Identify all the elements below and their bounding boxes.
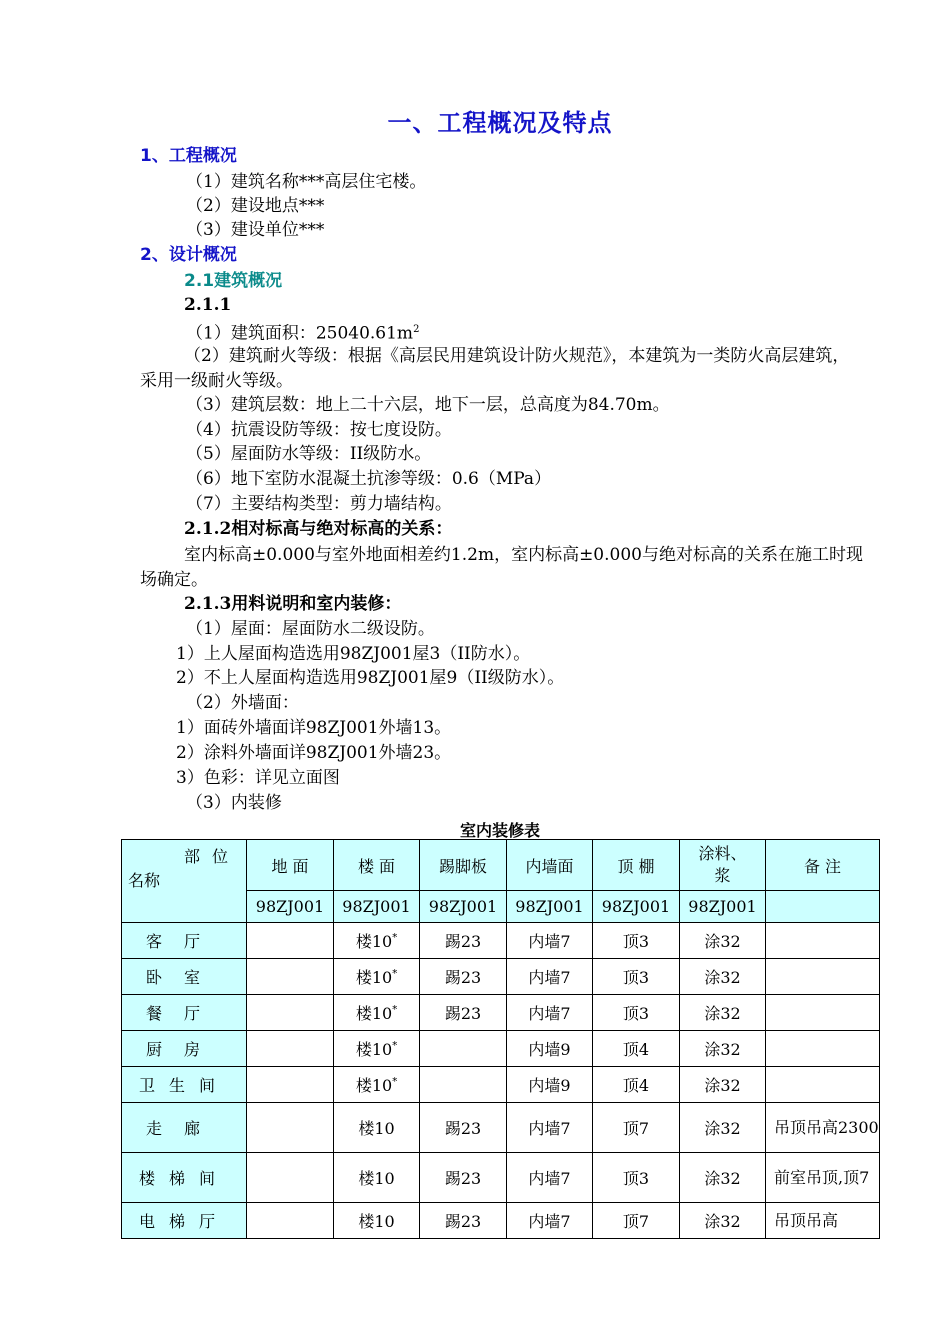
material-item: （3）内装修 xyxy=(186,793,282,813)
material-item: 3）色彩：详见立面图 xyxy=(176,768,340,788)
room-name: 楼梯间 xyxy=(138,1169,229,1188)
floor-value: 楼10 xyxy=(355,1004,393,1023)
header-ground: 地 面 xyxy=(247,840,334,891)
table-body xyxy=(122,923,880,1239)
floor-cell xyxy=(334,995,420,1031)
paint-cell: 涂32 xyxy=(680,1153,766,1203)
skirting-cell: 踢23 xyxy=(420,1103,507,1153)
wall-cell: 内墙9 xyxy=(507,1031,593,1067)
skirting-cell: 踢23 xyxy=(420,995,507,1031)
wall-cell: 内墙7 xyxy=(507,1203,593,1239)
material-item: 1）上人屋面构造选用98ZJ001屋3（II防水）。 xyxy=(176,644,531,664)
wall-cell: 内墙7 xyxy=(507,1103,593,1153)
floor-cell xyxy=(334,1067,420,1103)
skirting-cell: 踢23 xyxy=(420,923,507,959)
note-cell: 前室吊顶,顶7 xyxy=(766,1153,880,1203)
header-ceiling: 顶 棚 xyxy=(593,840,680,891)
room-name: 厨房 xyxy=(145,1040,222,1059)
room-name: 卧室 xyxy=(145,968,222,987)
note-cell xyxy=(766,1067,880,1103)
room-name-cell xyxy=(122,1031,247,1067)
ceiling-cell: 顶3 xyxy=(593,923,680,959)
overview-item: （2）建设地点*** xyxy=(186,196,325,216)
asterisk-mark: * xyxy=(392,1040,398,1052)
wall-cell: 内墙9 xyxy=(507,1067,593,1103)
interior-finish-table xyxy=(121,839,880,1239)
header-note: 备 注 xyxy=(766,840,880,891)
floor-cell xyxy=(334,959,420,995)
table-row xyxy=(122,995,880,1031)
paint-cell: 涂32 xyxy=(680,1203,766,1239)
note-cell xyxy=(766,959,880,995)
ceiling-cell: 顶7 xyxy=(593,1103,680,1153)
floor-value: 楼10 xyxy=(355,1040,393,1059)
note-cell xyxy=(766,995,880,1031)
room-name: 卫生间 xyxy=(138,1076,229,1095)
subsection-2-1-3: 2.1.3用料说明和室内装修： xyxy=(184,594,402,614)
room-name-cell xyxy=(122,995,247,1031)
ground-cell xyxy=(247,1031,334,1067)
paint-cell: 涂32 xyxy=(680,995,766,1031)
asterisk-mark: * xyxy=(392,1004,398,1016)
floor-value: 楼10 xyxy=(358,1169,395,1188)
paint-cell: 涂32 xyxy=(680,1103,766,1153)
floor-cell xyxy=(334,1203,420,1239)
code-cell: 98ZJ001 xyxy=(334,891,420,923)
material-item: （1）屋面：屋面防水二级设防。 xyxy=(186,619,435,639)
material-item: 2）不上人屋面构造选用98ZJ001屋9（II级防水）。 xyxy=(176,668,565,688)
note-cell: 吊顶吊高2300 xyxy=(766,1103,880,1153)
design-item: （3）建筑层数：地上二十六层，地下一层，总高度为84.70m。 xyxy=(186,395,670,415)
header-floor: 楼 面 xyxy=(334,840,420,891)
elevation-paragraph: 室内标高±0.000与室外地面相差约1.2m，室内标高±0.000与绝对标高的关系在施工时现场确定。 xyxy=(140,545,863,590)
ground-cell xyxy=(247,959,334,995)
table-row xyxy=(122,1153,880,1203)
header-skirting: 踢脚板 xyxy=(420,840,507,891)
ground-cell xyxy=(247,1067,334,1103)
subsection-2-1-2: 2.1.2相对标高与绝对标高的关系： xyxy=(184,519,453,539)
ceiling-cell: 顶3 xyxy=(593,1153,680,1203)
ceiling-cell: 顶3 xyxy=(593,995,680,1031)
table-row xyxy=(122,959,880,995)
table-row xyxy=(122,1203,880,1239)
floor-value: 楼10 xyxy=(355,1076,393,1095)
ceiling-cell: 顶7 xyxy=(593,1203,680,1239)
subsection-heading-architecture: 2.1建筑概况 xyxy=(184,271,283,291)
table-row xyxy=(122,923,880,959)
overview-item: （3）建设单位*** xyxy=(186,220,325,240)
ground-cell xyxy=(247,1103,334,1153)
floor-value: 楼10 xyxy=(355,968,393,987)
section-heading-design: 2、设计概况 xyxy=(140,245,237,265)
section-heading-overview: 1、工程概况 xyxy=(140,146,237,166)
paint-cell: 涂32 xyxy=(680,923,766,959)
ground-cell xyxy=(247,923,334,959)
code-cell: 98ZJ001 xyxy=(247,891,334,923)
ceiling-cell: 顶4 xyxy=(593,1067,680,1103)
room-name: 客厅 xyxy=(145,932,222,951)
floor-cell xyxy=(334,923,420,959)
asterisk-mark: * xyxy=(392,1076,398,1088)
ground-cell xyxy=(247,995,334,1031)
room-name-cell xyxy=(122,923,247,959)
wall-cell: 内墙7 xyxy=(507,923,593,959)
building-area: （1）建筑面积：$25040.61m^2$ xyxy=(186,323,420,344)
room-name-cell xyxy=(122,1203,247,1239)
floor-value: 楼10 xyxy=(355,932,393,951)
design-item: （4）抗震设防等级：按七度设防。 xyxy=(186,420,452,440)
ground-cell xyxy=(247,1203,334,1239)
floor-value: 楼10 xyxy=(358,1119,395,1138)
page-title: 一、工程概况及特点 xyxy=(387,109,613,137)
code-cell: 98ZJ001 xyxy=(507,891,593,923)
table-row xyxy=(122,1067,880,1103)
design-item: （7）主要结构类型：剪力墙结构。 xyxy=(186,494,452,514)
ground-cell xyxy=(247,1153,334,1203)
note-cell: 吊顶吊高 xyxy=(766,1203,880,1239)
room-name-cell xyxy=(122,1153,247,1203)
floor-value: 楼10 xyxy=(358,1212,395,1231)
code-cell: 98ZJ001 xyxy=(420,891,507,923)
code-cell: 98ZJ001 xyxy=(593,891,680,923)
paint-cell: 涂32 xyxy=(680,1031,766,1067)
wall-cell: 内墙7 xyxy=(507,959,593,995)
material-item: 1）面砖外墙面详98ZJ001外墙13。 xyxy=(176,718,452,738)
room-name: 走廊 xyxy=(145,1119,222,1138)
skirting-cell: 踢23 xyxy=(420,1153,507,1203)
skirting-cell xyxy=(420,1067,507,1103)
subsection-2-1-1: 2.1.1 xyxy=(184,295,232,315)
room-name: 电梯厅 xyxy=(138,1212,229,1231)
header-wall: 内墙面 xyxy=(507,840,593,891)
asterisk-mark: * xyxy=(392,932,398,944)
asterisk-mark: * xyxy=(392,968,398,980)
paint-cell: 涂32 xyxy=(680,1067,766,1103)
design-item: （6）地下室防水混凝土抗渗等级：0.6（MPa） xyxy=(186,469,552,489)
material-item: （2）外墙面： xyxy=(186,693,299,713)
room-name: 餐厅 xyxy=(145,1004,222,1023)
fire-rating-paragraph: （2）建筑耐火等级：根据《高层民用建筑设计防火规范》，本建筑为一类防火高层建筑，采用一级耐火等级。 xyxy=(140,346,850,391)
table-caption: 室内装修表 xyxy=(459,821,540,840)
table-row xyxy=(122,1031,880,1067)
wall-cell: 内墙7 xyxy=(507,995,593,1031)
note-cell xyxy=(766,1031,880,1067)
material-item: 2）涂料外墙面详98ZJ001外墙23。 xyxy=(176,743,452,763)
code-cell: 98ZJ001 xyxy=(680,891,766,923)
room-name-cell xyxy=(122,959,247,995)
skirting-cell xyxy=(420,1031,507,1067)
floor-cell xyxy=(334,1153,420,1203)
room-name-cell xyxy=(122,1067,247,1103)
floor-cell xyxy=(334,1031,420,1067)
ceiling-cell: 顶4 xyxy=(593,1031,680,1067)
ceiling-cell: 顶3 xyxy=(593,959,680,995)
floor-cell xyxy=(334,1103,420,1153)
code-cell xyxy=(766,891,880,923)
table-row xyxy=(122,1103,880,1153)
skirting-cell: 踢23 xyxy=(420,1203,507,1239)
note-cell xyxy=(766,923,880,959)
skirting-cell: 踢23 xyxy=(420,959,507,995)
corner-header: 部位 名称 xyxy=(122,840,247,923)
wall-cell: 内墙7 xyxy=(507,1153,593,1203)
paint-cell: 涂32 xyxy=(680,959,766,995)
header-paint: 涂料、浆 xyxy=(680,840,766,891)
room-name-cell xyxy=(122,1103,247,1153)
design-item: （5）屋面防水等级：II级防水。 xyxy=(186,444,432,464)
overview-item: （1）建筑名称***高层住宅楼。 xyxy=(186,172,427,192)
